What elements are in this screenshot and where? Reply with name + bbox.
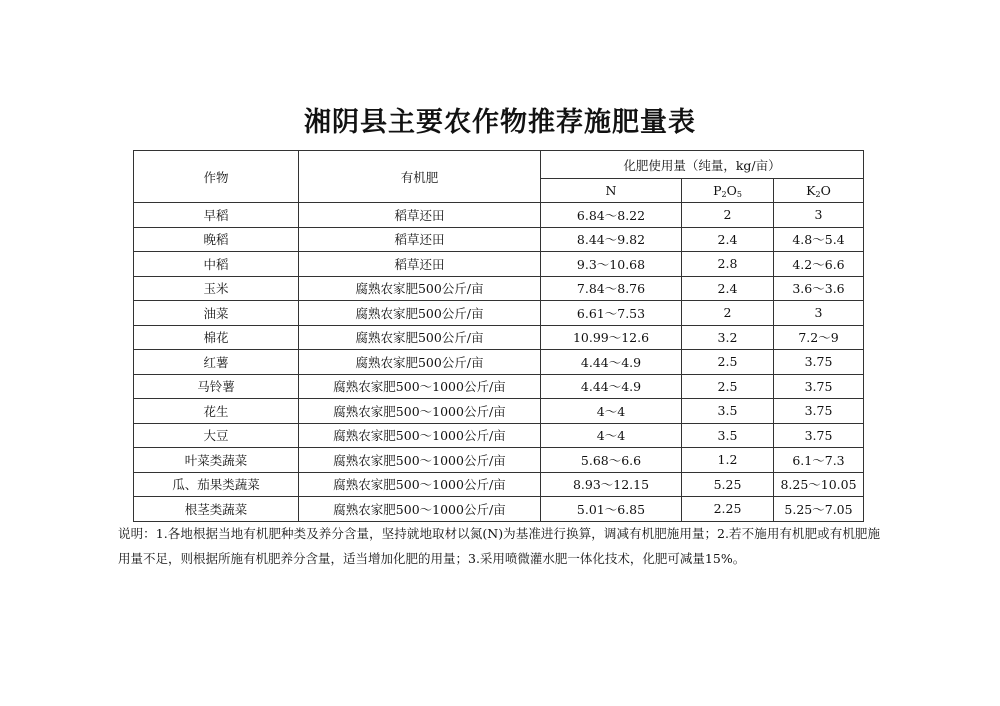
organic-cell: 腐熟农家肥500公斤/亩 (299, 301, 541, 326)
organic-cell: 稻草还田 (299, 227, 541, 252)
crop-cell: 大豆 (134, 423, 299, 448)
header-n: N (541, 179, 682, 203)
crop-cell: 中稻 (134, 252, 299, 277)
k2o-cell: 3.75 (774, 374, 864, 399)
crop-cell: 瓜、茄果类蔬菜 (134, 472, 299, 497)
p2o5-cell: 3.5 (682, 399, 774, 424)
crop-cell: 马铃薯 (134, 374, 299, 399)
organic-cell: 稻草还田 (299, 203, 541, 228)
header-chemical-group: 化肥使用量（纯量，kg/亩） (541, 151, 864, 179)
p2o5-cell: 2.4 (682, 227, 774, 252)
organic-cell: 腐熟农家肥500～1000公斤/亩 (299, 448, 541, 473)
n-cell: 6.84～8.22 (541, 203, 682, 228)
p2o5-cell: 2.5 (682, 350, 774, 375)
crop-cell: 根茎类蔬菜 (134, 497, 299, 522)
p2o5-cell: 2.25 (682, 497, 774, 522)
crop-cell: 油菜 (134, 301, 299, 326)
n-cell: 10.99～12.6 (541, 325, 682, 350)
table-row (134, 448, 864, 473)
n-cell: 7.84～8.76 (541, 276, 682, 301)
header-crop: 作物 (134, 151, 299, 203)
crop-cell: 红薯 (134, 350, 299, 375)
k2o-cell: 7.2～9 (774, 325, 864, 350)
p2o5-cell: 2.5 (682, 374, 774, 399)
k2o-cell: 6.1～7.3 (774, 448, 864, 473)
k2o-cell: 3.75 (774, 423, 864, 448)
k2o-cell: 3 (774, 301, 864, 326)
organic-cell: 腐熟农家肥500公斤/亩 (299, 350, 541, 375)
k2o-cell: 5.25～7.05 (774, 497, 864, 522)
n-cell: 5.68～6.6 (541, 448, 682, 473)
table-row (134, 252, 864, 277)
p2o5-cell: 3.2 (682, 325, 774, 350)
table-row (134, 497, 864, 522)
table-row (134, 276, 864, 301)
crop-cell: 玉米 (134, 276, 299, 301)
k2o-cell: 3.75 (774, 399, 864, 424)
header-p2o5: $P_2O_5$ (682, 179, 774, 203)
organic-cell: 腐熟农家肥500～1000公斤/亩 (299, 399, 541, 424)
n-cell: 9.3～10.68 (541, 252, 682, 277)
crop-cell: 早稻 (134, 203, 299, 228)
table-row (134, 399, 864, 424)
table-row (134, 203, 864, 228)
organic-cell: 腐熟农家肥500～1000公斤/亩 (299, 497, 541, 522)
crop-cell: 花生 (134, 399, 299, 424)
k2o-cell: 3.6～3.6 (774, 276, 864, 301)
footnote: 说明：1.各地根据当地有机肥种类及养分含量，坚持就地取材以氮(N)为基准进行换算，调减有机肥施用量；2.若不施用有机肥或有机肥施用量不足，则根据所施有机肥养分含量，适当增加化肥的用量；3.采用喷微灌水肥一体化技术，化肥可减量15%。 (118, 526, 880, 566)
k2o-cell: 4.2～6.6 (774, 252, 864, 277)
organic-cell: 稻草还田 (299, 252, 541, 277)
document-title: 湘阴县主要农作物推荐施肥量表 (304, 107, 696, 138)
n-cell: 8.44～9.82 (541, 227, 682, 252)
n-cell: 4.44～4.9 (541, 374, 682, 399)
table-row (134, 472, 864, 497)
p2o5-cell: 2 (682, 301, 774, 326)
crop-cell: 棉花 (134, 325, 299, 350)
p2o5-cell: 5.25 (682, 472, 774, 497)
p2o5-cell: 2 (682, 203, 774, 228)
fertilizer-table (133, 150, 864, 522)
k2o-cell: 8.25～10.05 (774, 472, 864, 497)
n-cell: 6.61～7.53 (541, 301, 682, 326)
crop-cell: 叶菜类蔬菜 (134, 448, 299, 473)
crop-cell: 晚稻 (134, 227, 299, 252)
n-cell: 4～4 (541, 399, 682, 424)
table-row (134, 374, 864, 399)
p2o5-cell: 3.5 (682, 423, 774, 448)
p2o5-cell: 1.2 (682, 448, 774, 473)
n-cell: 4～4 (541, 423, 682, 448)
n-cell: 4.44～4.9 (541, 350, 682, 375)
organic-cell: 腐熟农家肥500～1000公斤/亩 (299, 374, 541, 399)
table-row (134, 301, 864, 326)
table-row (134, 350, 864, 375)
k2o-cell: 3 (774, 203, 864, 228)
p2o5-cell: 2.8 (682, 252, 774, 277)
organic-cell: 腐熟农家肥500～1000公斤/亩 (299, 423, 541, 448)
table-row (134, 423, 864, 448)
organic-cell: 腐熟农家肥500公斤/亩 (299, 325, 541, 350)
p2o5-cell: 2.4 (682, 276, 774, 301)
n-cell: 8.93～12.15 (541, 472, 682, 497)
table-row (134, 325, 864, 350)
k2o-cell: 4.8～5.4 (774, 227, 864, 252)
table-row (134, 227, 864, 252)
n-cell: 5.01～6.85 (541, 497, 682, 522)
k2o-cell: 3.75 (774, 350, 864, 375)
organic-cell: 腐熟农家肥500～1000公斤/亩 (299, 472, 541, 497)
header-k2o: $K_2O$ (774, 179, 864, 203)
organic-cell: 腐熟农家肥500公斤/亩 (299, 276, 541, 301)
header-row-1 (134, 151, 864, 179)
header-organic: 有机肥 (299, 151, 541, 203)
